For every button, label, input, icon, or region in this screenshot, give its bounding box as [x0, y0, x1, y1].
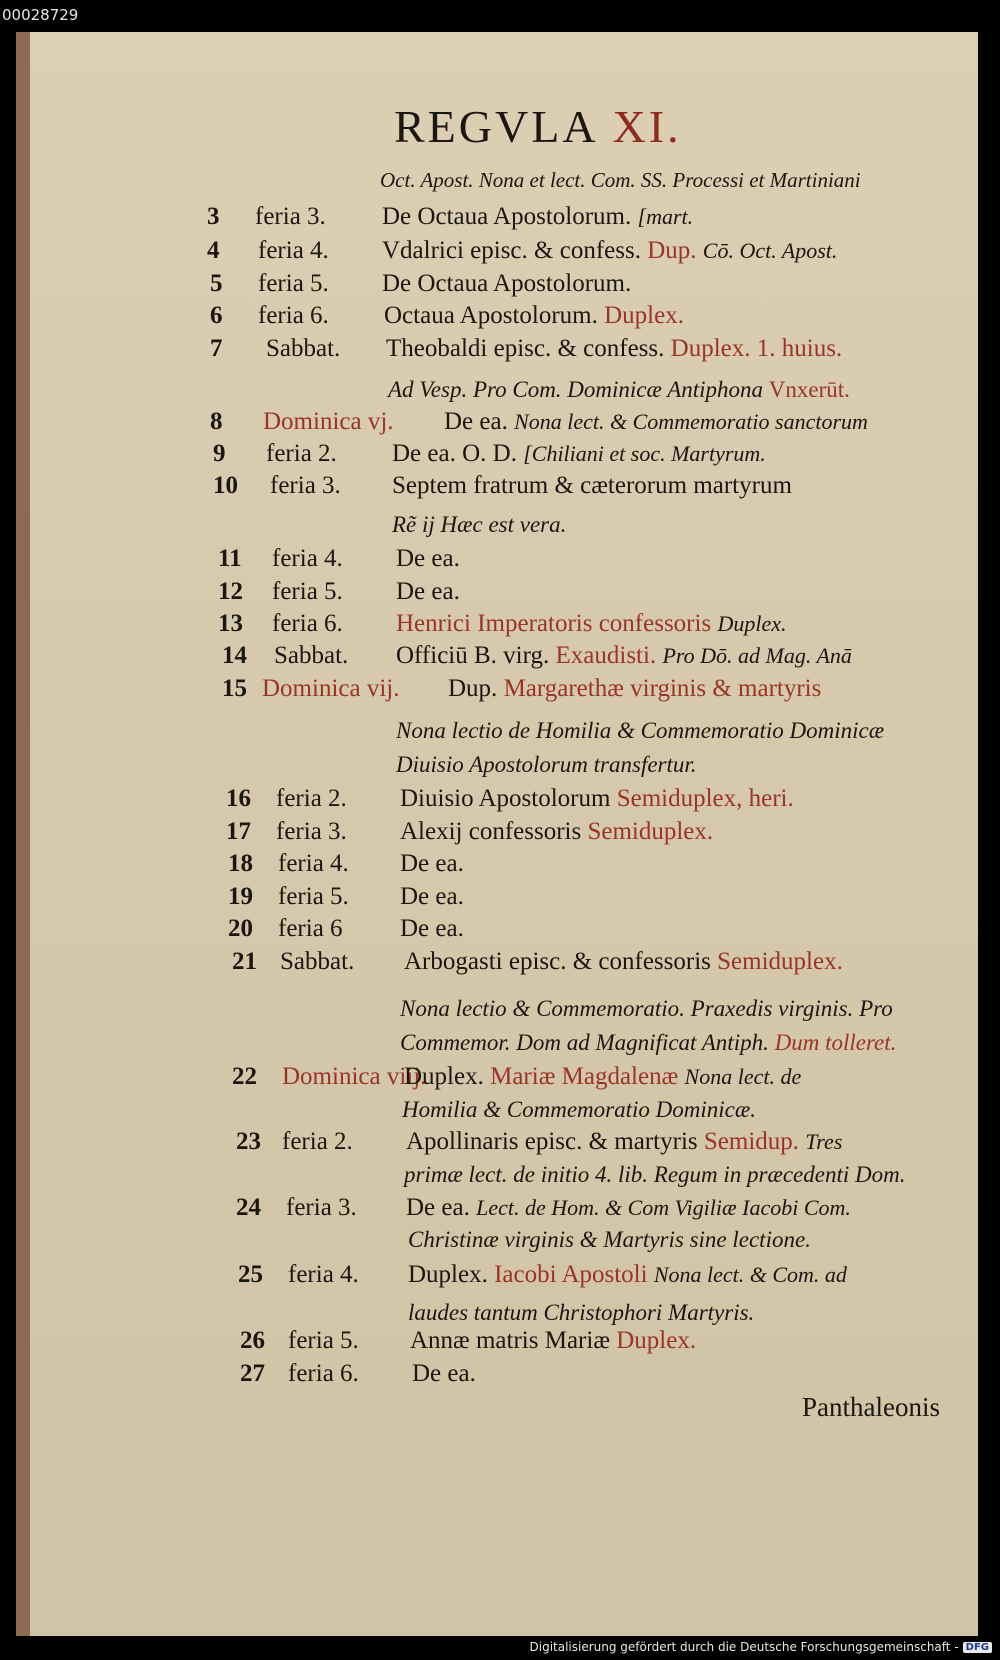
- feast-entry: [382, 237, 837, 265]
- feast-entry: [382, 270, 631, 298]
- continuation-21b-text: Commemor. Dom ad Magnificat Antiph.: [400, 1030, 769, 1055]
- feast-entry: [382, 203, 693, 231]
- feast-text: Officiū B. virg.: [396, 642, 550, 669]
- image-id: 00028729: [2, 6, 79, 24]
- weekday: Sabbat.: [274, 642, 349, 669]
- calendar-row: [0, 578, 1000, 608]
- feast-note: Lect. de Hom. & Com Vigiliæ Iacobi Com.: [476, 1195, 851, 1220]
- feast-text: Apollinaris episc. & martyris: [406, 1128, 698, 1155]
- calendar-row: [0, 948, 1000, 978]
- feast-entry: [396, 545, 460, 573]
- weekday: feria 6.: [258, 302, 329, 329]
- dfg-logo: DFG: [963, 1642, 992, 1653]
- calendar-row: [0, 1194, 1000, 1224]
- feast-note: Cō. Oct. Apost.: [702, 238, 838, 263]
- feast-entry: [400, 915, 464, 943]
- intro-text: Oct. Apost. Nona et lect. Com. SS. Processi et Martiniani: [380, 168, 861, 192]
- continuation-23: primæ lect. de initio 4. lib. Regum in præcedenti Dom.: [404, 1162, 906, 1187]
- weekday: feria 5.: [272, 578, 343, 605]
- calendar-row: [0, 237, 1000, 267]
- calendar-row: [0, 335, 1000, 365]
- weekday: feria 5.: [258, 270, 329, 297]
- feast-text: Annæ matris Mariæ: [410, 1327, 610, 1354]
- feast-entry: [384, 302, 684, 330]
- feast-note: [Chiliani et soc. Martyrum.: [523, 441, 766, 466]
- rubric-text: Henrici Imperatoris confessoris: [396, 610, 712, 637]
- feast-text: Arbogasti episc. & confessoris: [404, 948, 711, 975]
- rubric-text: Semiduplex.: [587, 818, 714, 845]
- continuation-10: Rẽ ij Hæc est vera.: [392, 512, 567, 537]
- rubric-text: Dup.: [647, 237, 697, 264]
- feast-note: Nona lect. de: [684, 1064, 802, 1089]
- feast-note: Duplex.: [717, 611, 787, 636]
- calendar-row: [0, 270, 1000, 300]
- weekday: Dominica vj.: [263, 408, 394, 435]
- weekday: feria 6.: [288, 1360, 359, 1387]
- day-number: 25: [238, 1261, 263, 1288]
- rubric-text: Semidup.: [703, 1128, 800, 1155]
- calendar-row: [0, 408, 1000, 438]
- feast-entry: [404, 1063, 801, 1091]
- feast-entry: [400, 883, 464, 911]
- feast-text: De Octaua Apostolorum.: [382, 270, 632, 297]
- feast-text: Vdalrici episc. & confess.: [382, 237, 641, 264]
- rubric-text: Semiduplex, heri.: [616, 785, 794, 812]
- intro-line: [0, 168, 1000, 198]
- feast-note: Nona lect. & Commemoratio sanctorum: [514, 409, 868, 434]
- continuation-22: Homilia & Commemoratio Dominicæ.: [402, 1097, 756, 1122]
- feast-entry: [386, 335, 842, 363]
- calendar-row: [0, 915, 1000, 945]
- rubric-text: Exaudisti.: [555, 642, 657, 669]
- continuation-25: laudes tantum Christophori Martyris.: [408, 1300, 755, 1325]
- rubric-text: Duplex.: [604, 302, 684, 329]
- feast-text: De ea.: [400, 915, 464, 942]
- feast-entry: [406, 1128, 842, 1156]
- continuation-24: Christinæ virginis & Martyris sine lectione.: [408, 1227, 811, 1252]
- weekday: feria 6.: [272, 610, 343, 637]
- continuation-15a: Nona lectio de Homilia & Commemoratio Dominicæ: [396, 718, 885, 743]
- weekday: feria 2.: [282, 1128, 353, 1155]
- feast-entry: [396, 642, 852, 670]
- title-text: REGVLA: [394, 101, 599, 152]
- footer: [530, 1640, 993, 1654]
- calendar-row: [0, 302, 1000, 332]
- calendar-row: [0, 1063, 1000, 1093]
- calendar-row: [0, 785, 1000, 815]
- rubric-text: Duplex. 1. huius.: [670, 335, 843, 362]
- feast-note: Tres: [805, 1129, 843, 1154]
- feast-text: De ea. O. D.: [392, 440, 517, 467]
- feast-text: De ea.: [396, 578, 460, 605]
- feast-text: Septem fratrum & cæterorum martyrum: [392, 472, 792, 499]
- feast-entry: [396, 610, 786, 638]
- calendar-row: [0, 203, 1000, 233]
- feast-text: Duplex.: [408, 1261, 488, 1288]
- feast-text: Dup.: [448, 675, 498, 702]
- calendar-row: [0, 1360, 1000, 1390]
- day-number: 19: [228, 883, 253, 910]
- continuation-7: [388, 377, 850, 403]
- continuation-21b-red: Dum tolleret.: [774, 1030, 897, 1055]
- weekday: feria 4.: [258, 237, 329, 264]
- continuation-7-text: Ad Vesp. Pro Com. Dominicæ Antiphona: [388, 377, 764, 402]
- day-number: 16: [226, 785, 251, 812]
- weekday: feria 3.: [270, 472, 341, 499]
- day-number: 21: [232, 948, 257, 975]
- rubric-text: Margarethæ virginis & martyris: [503, 675, 822, 702]
- weekday: Dominica viij.: [282, 1063, 427, 1090]
- feast-note: Pro Dō. ad Mag. Anā: [662, 643, 852, 668]
- day-number: 26: [240, 1327, 265, 1354]
- feast-text: De ea.: [412, 1360, 476, 1387]
- calendar-row: [0, 883, 1000, 913]
- continuation-15b: Diuisio Apostolorum transfertur.: [396, 752, 697, 777]
- weekday: feria 4.: [272, 545, 343, 572]
- weekday: feria 4.: [278, 850, 349, 877]
- rubric-text: Duplex.: [616, 1327, 697, 1354]
- continuation-7-red: Vnxerūt.: [768, 377, 850, 402]
- feast-entry: [444, 408, 868, 436]
- page-title: [394, 100, 682, 153]
- day-number: 7: [210, 335, 223, 362]
- day-number: 15: [222, 675, 247, 702]
- calendar-row: [0, 610, 1000, 640]
- weekday: feria 4.: [288, 1261, 359, 1288]
- feast-entry: [400, 818, 713, 846]
- title-numeral: XI.: [612, 101, 682, 152]
- feast-entry: [396, 578, 460, 606]
- feast-note: Nona lect. & Com. ad: [653, 1262, 847, 1287]
- weekday: feria 3.: [255, 203, 326, 230]
- calendar-row: [0, 818, 1000, 848]
- rubric-text: Iacobi Apostoli: [494, 1261, 648, 1288]
- weekday: feria 3.: [286, 1194, 357, 1221]
- day-number: 9: [213, 440, 226, 467]
- day-number: 24: [236, 1194, 261, 1221]
- continuation-21b: [400, 1030, 896, 1056]
- day-number: 4: [207, 237, 220, 264]
- feast-text: De ea.: [406, 1194, 470, 1221]
- catchword: Panthaleonis: [802, 1392, 940, 1422]
- calendar-row: [0, 545, 1000, 575]
- calendar-row: [0, 472, 1000, 502]
- feast-text: De ea.: [396, 545, 460, 572]
- feast-entry: [392, 440, 766, 468]
- footer-text: Digitalisierung gefördert durch die Deutsche Forschungsgemeinschaft -: [529, 1640, 959, 1654]
- feast-entry: [392, 472, 792, 500]
- day-number: 8: [210, 408, 223, 435]
- calendar-row: [0, 675, 1000, 705]
- feast-entry: [400, 850, 464, 878]
- day-number: 27: [240, 1360, 265, 1387]
- feast-text: De Octaua Apostolorum.: [382, 203, 632, 230]
- feast-text: Theobaldi episc. & confess.: [386, 335, 665, 362]
- weekday: Sabbat.: [280, 948, 355, 975]
- day-number: 23: [236, 1128, 261, 1155]
- day-number: 17: [226, 818, 251, 845]
- rubric-text: Semiduplex.: [717, 948, 843, 975]
- calendar-row: [0, 1327, 1000, 1357]
- feast-text: Diuisio Apostolorum: [400, 785, 611, 812]
- feast-text: De ea.: [400, 850, 464, 877]
- calendar-row: [0, 850, 1000, 880]
- feast-text: De ea.: [444, 408, 508, 435]
- feast-text: Octaua Apostolorum.: [384, 302, 598, 329]
- weekday: Dominica vij.: [262, 675, 400, 702]
- day-number: 20: [228, 915, 253, 942]
- weekday: feria 2.: [276, 785, 347, 812]
- weekday: feria 3.: [276, 818, 347, 845]
- continuation-21a: Nona lectio & Commemoratio. Praxedis virginis. Pro: [400, 996, 893, 1021]
- day-number: 3: [207, 203, 220, 230]
- rubric-text: Mariæ Magdalenæ: [490, 1063, 679, 1090]
- feast-text: Duplex.: [404, 1063, 484, 1090]
- day-number: 10: [213, 472, 238, 499]
- weekday: feria 5.: [278, 883, 349, 910]
- feast-entry: [412, 1360, 476, 1388]
- day-number: 5: [210, 270, 223, 297]
- feast-entry: [406, 1194, 851, 1222]
- day-number: 6: [210, 302, 223, 329]
- feast-entry: [404, 948, 843, 976]
- day-number: 11: [218, 545, 242, 572]
- feast-note: [mart.: [637, 204, 694, 229]
- weekday: feria 6: [278, 915, 343, 942]
- weekday: feria 2.: [266, 440, 337, 467]
- calendar-row: [0, 440, 1000, 470]
- day-number: 18: [228, 850, 253, 877]
- day-number: 12: [218, 578, 243, 605]
- calendar-row: [0, 1261, 1000, 1291]
- day-number: 14: [222, 642, 247, 669]
- feast-entry: [448, 675, 821, 703]
- day-number: 22: [232, 1063, 257, 1090]
- weekday: Sabbat.: [266, 335, 341, 362]
- feast-text: Alexij confessoris: [400, 818, 582, 845]
- day-number: 13: [218, 610, 243, 637]
- feast-text: De ea.: [400, 883, 464, 910]
- feast-entry: [400, 785, 794, 813]
- calendar-row: [0, 1128, 1000, 1158]
- weekday: feria 5.: [288, 1327, 359, 1354]
- calendar-row: [0, 642, 1000, 672]
- feast-entry: [410, 1327, 696, 1355]
- feast-entry: [408, 1261, 847, 1289]
